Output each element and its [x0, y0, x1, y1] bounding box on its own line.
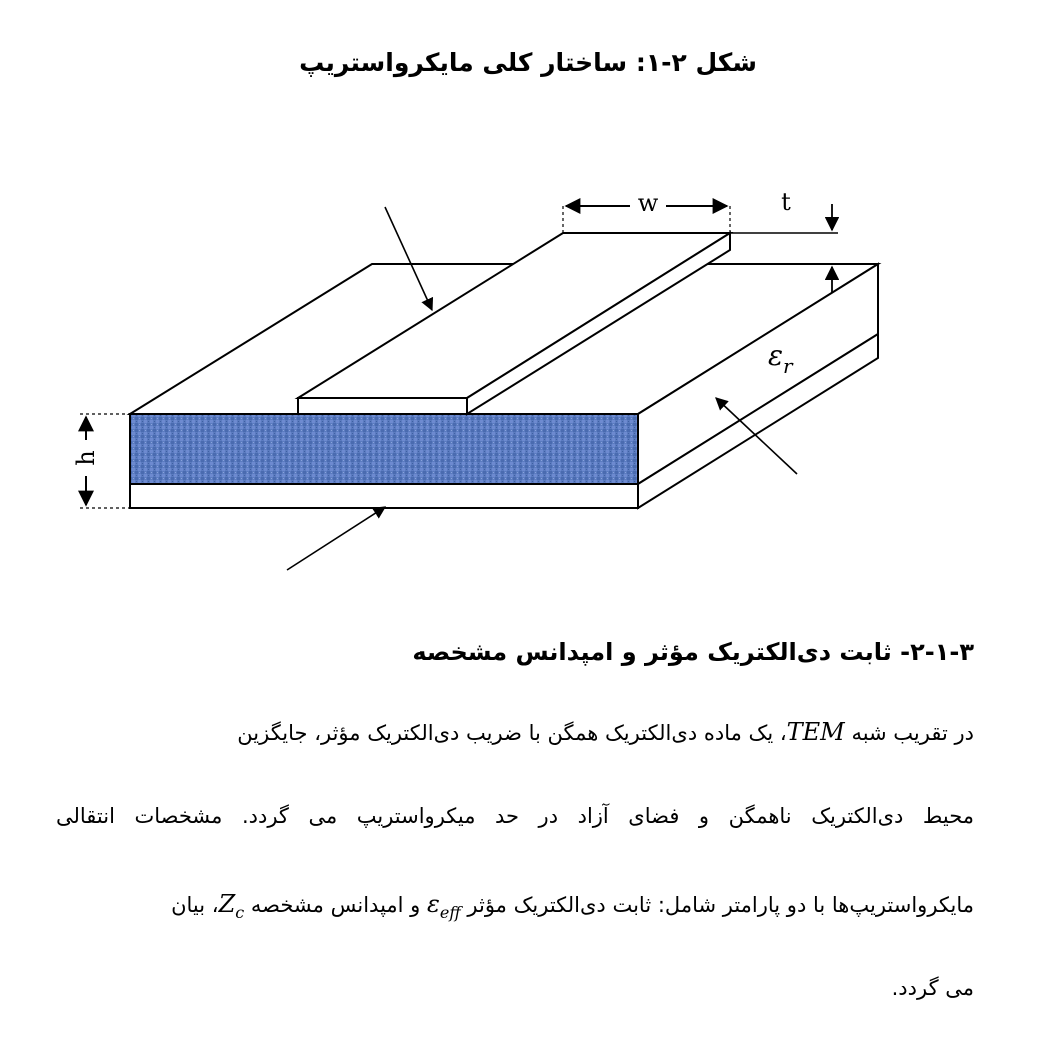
paragraph-line-3-text-b: و امپدانس مشخصه: [250, 893, 421, 917]
ground-pointer-arrow: [287, 507, 385, 570]
paragraph-line-4: می گردد.: [891, 976, 974, 1000]
permittivity-label: $\varepsilon_r$: [768, 339, 793, 378]
h-label: h: [72, 450, 100, 466]
paragraph-line-3: [56, 890, 974, 922]
t-label: t: [781, 188, 791, 216]
section-heading: ۲-۱-۳- ثابت دی‌الکتریک مؤثر و امپدانس مشخصه: [412, 638, 974, 666]
zc-symbol: $Z_c$: [218, 890, 245, 922]
w-label: w: [637, 189, 659, 217]
tem-term: TEM: [786, 718, 845, 746]
paragraph-line-3-text-a: مایکرواستریپ‌ها با دو پارامتر شامل: ثابت دی‌الکتریک مؤثر: [467, 893, 974, 917]
paragraph-line-1-text-a: در تقریب شبه: [851, 721, 974, 745]
paragraph-line-3-text-c: ، بیان: [171, 893, 219, 917]
paragraph-line-2: محیط دی‌الکتریک ناهمگن و فضای آزاد در حد میکرواستریپ می گردد. مشخصات انتقالی: [56, 804, 974, 828]
figure-caption: شکل ۲-۱: ساختار کلی مایکرواستریپ: [299, 48, 757, 77]
ground-plane-front: [130, 484, 638, 508]
paragraph-line-1: [56, 718, 974, 746]
paragraph-line-1-text-b: ، یک ماده دی‌الکتریک همگن با ضریب دی‌الکتریک مؤثر، جایگزین: [237, 721, 787, 745]
strip-front: [298, 398, 467, 414]
epsilon-eff-symbol: $\varepsilon_{eff}$: [427, 890, 461, 922]
dielectric-front: [130, 414, 638, 484]
